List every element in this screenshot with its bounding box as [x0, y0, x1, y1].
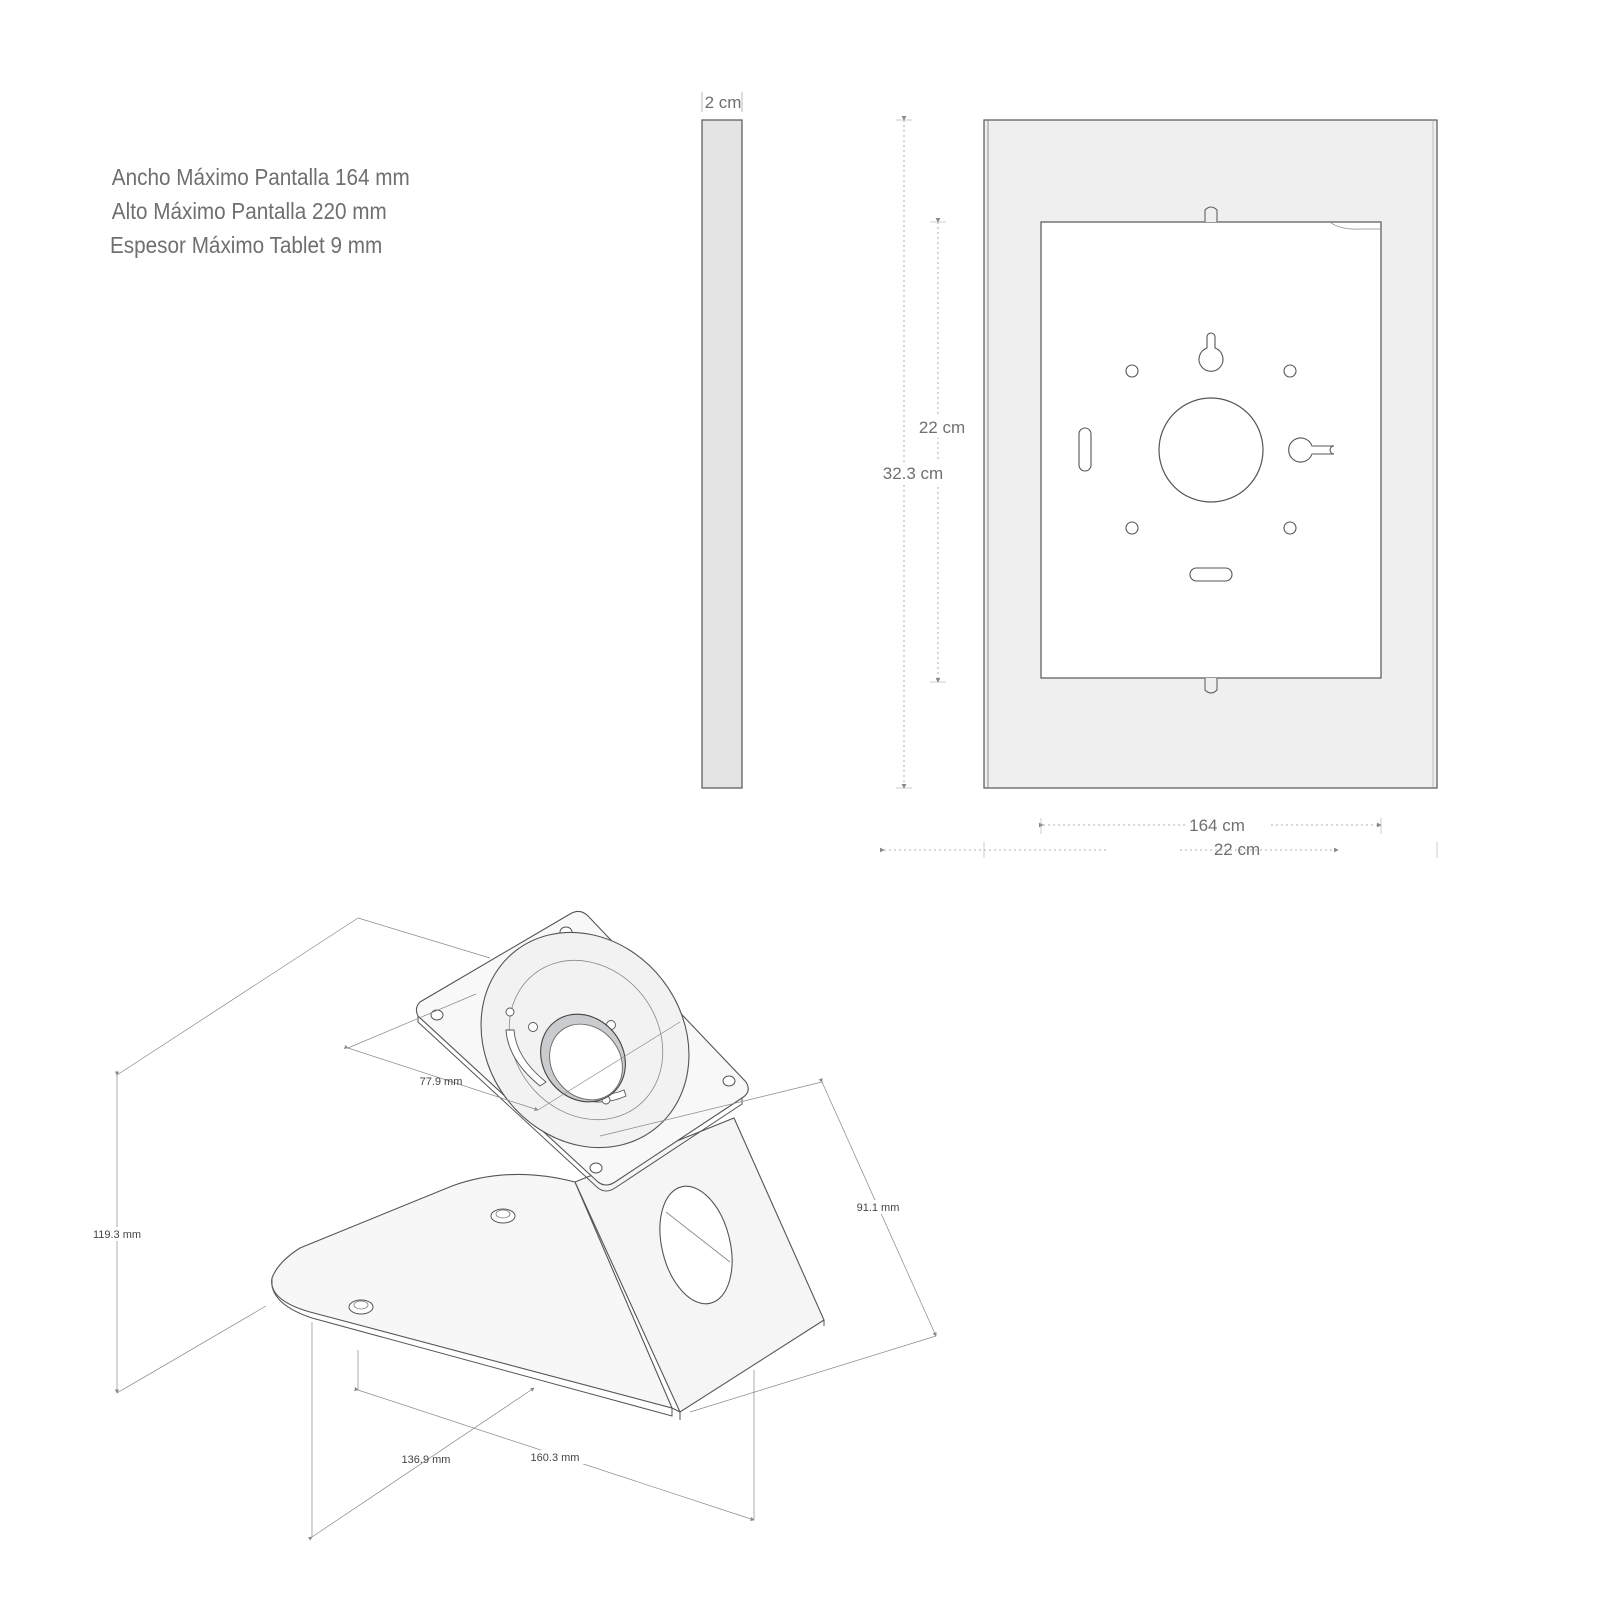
mount-hole: [1126, 522, 1138, 534]
plate-hole: [590, 1163, 602, 1173]
bottom-slot: [1190, 568, 1232, 581]
front-view: [882, 120, 1437, 859]
plate-hole: [723, 1076, 735, 1086]
base-hole: [349, 1300, 373, 1314]
outer-height-label: 32.3 cm: [882, 464, 944, 483]
total-height-label: 119.3 mm: [92, 1229, 142, 1241]
plate-hole: [431, 1010, 443, 1020]
spec-max-height: Alto Máximo Pantalla 220 mm: [111, 198, 387, 224]
base-hole: [491, 1209, 515, 1223]
back-height-label: 91.1 mm: [856, 1202, 900, 1214]
spec-max-width: Ancho Máximo Pantalla 164 mm: [111, 164, 410, 190]
side-thickness-label: 2 cm: [704, 93, 742, 112]
base-width-label: 160.3 mm: [530, 1452, 580, 1464]
left-slot: [1079, 428, 1091, 471]
disc-hole: [529, 1023, 538, 1032]
mount-hole: [1284, 365, 1296, 377]
plate-width-label: 77.9 mm: [419, 1076, 463, 1088]
stand-view: [88, 891, 936, 1537]
bottom-notch: [1205, 678, 1217, 693]
disc-hole: [506, 1008, 514, 1016]
inner-height-label: 22 cm: [918, 418, 966, 437]
side-view: [702, 92, 742, 788]
top-notch: [1205, 207, 1217, 222]
mount-hole: [1126, 365, 1138, 377]
side-profile: [702, 120, 742, 788]
outer-width-label: 22 cm: [1213, 840, 1261, 859]
center-hole: [1159, 398, 1263, 502]
spec-max-thickness: Espesor Máximo Tablet 9 mm: [110, 232, 383, 258]
inner-width-label: 164 cm: [1189, 816, 1245, 835]
base-depth-label: 136.9 mm: [401, 1454, 451, 1466]
mount-hole: [1284, 522, 1296, 534]
